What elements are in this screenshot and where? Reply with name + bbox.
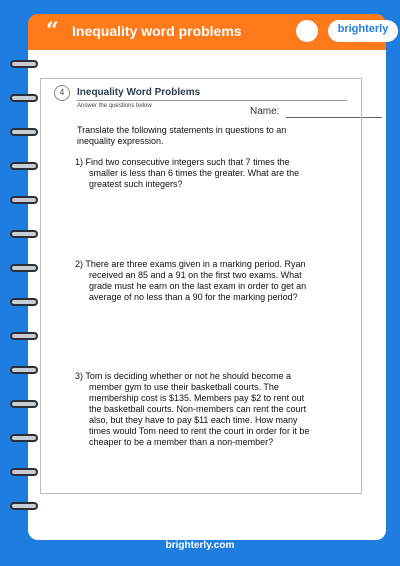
section-subtitle: Answer the questions below: [77, 103, 152, 109]
question-2: 2) There are three exams given in a marking period. Ryan received an 85 and a 91 on the first two exams. What grade must he earn on the last exam in order to get an average of no less than a 90 for the marking period?: [75, 259, 307, 302]
binding-ring: [10, 366, 38, 374]
binding-ring: [10, 264, 38, 272]
binding-ring: [10, 502, 38, 510]
section-number: 4: [54, 85, 70, 101]
brighterly-logo[interactable]: [328, 20, 398, 42]
circle-icon: [296, 20, 318, 42]
binding-ring: [10, 162, 38, 170]
question-3: 3) Tom is deciding whether or not he should become a member gym to use their basketball courts. The membership cost is $135. Members pay $2 to rent out the basketball courts. Non-members can rent the court also, but they have to pay $11 each time. How many times would Tom need to rent the court in order for it be cheaper to be a member than a non-member?: [75, 371, 310, 447]
quote-icon: “: [46, 18, 59, 44]
header-title: Inequality word problems: [72, 23, 242, 39]
section-title: Inequality Word Problems: [77, 87, 201, 98]
binding-ring: [10, 468, 38, 476]
question-1: 1) Find two consecutive integers such that 7 times the smaller is less than 6 times the greater. What are the greatest such integers?: [75, 157, 300, 189]
binding-ring: [10, 128, 38, 136]
binding-ring: [10, 332, 38, 340]
worksheet-header: [28, 14, 389, 50]
binding-ring: [10, 400, 38, 408]
question-box: [40, 78, 362, 494]
instructions: Translate the following statements in questions to an inequality expression.: [77, 125, 287, 146]
binding-ring: [10, 298, 38, 306]
binding-ring: [10, 94, 38, 102]
binding-ring: [10, 60, 38, 68]
logo-text: brighterly: [337, 23, 389, 35]
name-label: Name:: [250, 106, 280, 117]
binding-ring: [10, 230, 38, 238]
binding-ring: [10, 434, 38, 442]
binding-ring: [10, 196, 38, 204]
title-divider: [77, 100, 347, 101]
footer-site-link[interactable]: brighterly.com: [165, 540, 235, 551]
spiral-binding: [10, 60, 40, 520]
